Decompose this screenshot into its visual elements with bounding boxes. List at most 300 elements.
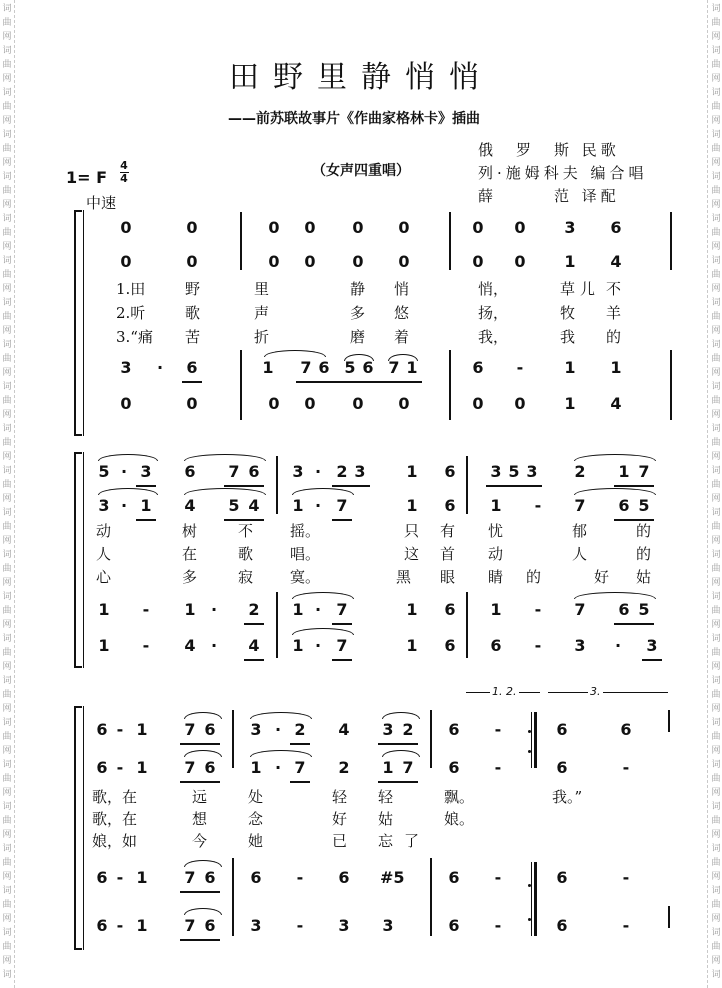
note: 6 xyxy=(556,758,568,777)
note: 0 xyxy=(514,252,526,271)
tempo-marking: 中速 xyxy=(86,194,117,212)
note: 1 xyxy=(136,868,148,887)
underline xyxy=(332,485,370,487)
lyric: 的 xyxy=(636,545,652,563)
note: 1 xyxy=(490,496,502,515)
watermark-glyph: 网 xyxy=(711,452,721,462)
note: 0 xyxy=(268,394,280,413)
watermark-glyph: 曲 xyxy=(711,648,721,658)
time-signature xyxy=(118,160,130,185)
note: 3 xyxy=(574,636,586,655)
slur xyxy=(574,592,656,599)
note: 7 xyxy=(184,868,196,887)
watermark-glyph: 网 xyxy=(711,956,721,966)
underline xyxy=(180,891,220,893)
watermark-glyph: 词 xyxy=(2,634,12,644)
underline xyxy=(180,781,220,783)
note: 0 xyxy=(120,394,132,413)
note: 5 xyxy=(638,496,650,515)
slur xyxy=(264,350,326,357)
lyric: 歌 xyxy=(185,304,201,322)
note: 0 xyxy=(186,394,198,413)
note: 6 xyxy=(96,916,108,935)
note: 6 xyxy=(448,916,460,935)
note: 1 xyxy=(98,636,110,655)
watermark-glyph: 网 xyxy=(711,620,721,630)
note: 0 xyxy=(304,218,316,237)
slur xyxy=(184,712,222,719)
watermark-glyph: 网 xyxy=(711,32,721,42)
watermark-glyph: 词 xyxy=(711,88,721,98)
note: 1 xyxy=(184,600,196,619)
watermark-glyph: 曲 xyxy=(711,18,721,28)
note: 6 xyxy=(556,720,568,739)
barline xyxy=(232,858,234,936)
note: 3 xyxy=(292,462,304,481)
watermark-glyph: 词 xyxy=(711,592,721,602)
dot: · xyxy=(120,496,128,515)
watermark-glyph: 曲 xyxy=(2,144,12,154)
slur xyxy=(98,488,158,495)
slur xyxy=(98,454,158,461)
watermark-glyph: 曲 xyxy=(2,186,12,196)
underline xyxy=(614,485,654,487)
slur xyxy=(388,354,418,361)
lyric: 人 xyxy=(96,545,112,563)
lyric: 寂 xyxy=(238,568,254,586)
watermark-glyph: 网 xyxy=(711,368,721,378)
lyric: 黑 xyxy=(396,568,412,586)
lyric: 好 xyxy=(594,568,610,586)
note: 6 xyxy=(444,462,456,481)
note: 0 xyxy=(186,218,198,237)
watermark-glyph: 网 xyxy=(711,746,721,756)
watermark-glyph: 网 xyxy=(711,326,721,336)
barline xyxy=(466,456,468,514)
watermark-glyph: 曲 xyxy=(711,144,721,154)
watermark-glyph: 词 xyxy=(711,46,721,56)
watermark-glyph: 曲 xyxy=(2,228,12,238)
lyric: 牧 xyxy=(560,304,576,322)
time-signature-top: 4 xyxy=(120,159,128,172)
note: 0 xyxy=(186,252,198,271)
watermark-glyph: 词 xyxy=(711,886,721,896)
watermark-glyph: 词 xyxy=(711,802,721,812)
dash: - xyxy=(116,758,124,777)
lyric: 姑 xyxy=(378,810,394,828)
watermark-glyph: 曲 xyxy=(711,522,721,532)
watermark-glyph: 曲 xyxy=(2,774,12,784)
note: 6 xyxy=(204,916,216,935)
lyric: 折 xyxy=(254,328,270,346)
watermark-glyph: 词 xyxy=(2,424,12,434)
watermark-glyph: 词 xyxy=(2,88,12,98)
watermark-glyph: 词 xyxy=(2,298,12,308)
lyric: 首 xyxy=(440,545,456,563)
note: 7 xyxy=(388,358,400,377)
note: 0 xyxy=(304,252,316,271)
note: 1 xyxy=(406,358,418,377)
note: 3 xyxy=(120,358,132,377)
watermark-glyph: 网 xyxy=(2,788,12,798)
lyric: 睛 xyxy=(488,568,504,586)
watermark-glyph: 词 xyxy=(2,802,12,812)
note: 4 xyxy=(610,252,622,271)
watermark-glyph: 词 xyxy=(2,382,12,392)
watermark-glyph: 词 xyxy=(711,298,721,308)
slur xyxy=(292,592,354,599)
note: 5 xyxy=(508,462,520,481)
watermark-glyph: 曲 xyxy=(711,186,721,196)
note: 1 xyxy=(140,496,152,515)
lyric: 1.田 xyxy=(116,280,146,298)
underline xyxy=(290,781,310,783)
watermark-glyph: 曲 xyxy=(2,312,12,322)
note: 5 xyxy=(344,358,356,377)
note: 3 xyxy=(354,462,366,481)
watermark-glyph: 词 xyxy=(2,886,12,896)
dot: · xyxy=(210,600,218,619)
dash: - xyxy=(494,720,502,739)
watermark-glyph: 词 xyxy=(711,508,721,518)
note: 7 xyxy=(402,758,414,777)
watermark-glyph: 网 xyxy=(2,620,12,630)
watermark-glyph: 网 xyxy=(2,830,12,840)
volta-third-ending xyxy=(548,685,668,698)
note: 3 xyxy=(646,636,658,655)
watermark-glyph: 词 xyxy=(711,634,721,644)
note: 1 xyxy=(250,758,262,777)
lyric: 草 xyxy=(560,280,576,298)
lyric: 处 xyxy=(248,788,264,806)
volta-first-ending xyxy=(466,685,540,698)
note: 7 xyxy=(184,916,196,935)
note: 6 xyxy=(318,358,330,377)
watermark-glyph: 网 xyxy=(711,578,721,588)
watermark-glyph: 词 xyxy=(2,340,12,350)
lyric: 好 xyxy=(332,810,348,828)
note: 0 xyxy=(398,218,410,237)
barline xyxy=(240,212,242,270)
lyric: 眼 xyxy=(440,568,456,586)
dot: · xyxy=(314,496,322,515)
watermark-glyph: 曲 xyxy=(711,60,721,70)
repeat-sign xyxy=(528,712,538,768)
dash: - xyxy=(296,868,304,887)
underline xyxy=(296,381,422,383)
watermark-glyph: 词 xyxy=(711,4,721,14)
watermark-glyph: 网 xyxy=(711,242,721,252)
slur xyxy=(574,488,656,495)
watermark-glyph: 网 xyxy=(2,410,12,420)
barline xyxy=(430,710,432,768)
watermark-glyph: 词 xyxy=(711,676,721,686)
watermark-glyph: 网 xyxy=(2,452,12,462)
watermark-glyph: 词 xyxy=(2,46,12,56)
slur xyxy=(250,750,312,757)
score-system-2 xyxy=(74,452,674,668)
dash: - xyxy=(534,600,542,619)
lyric: 不 xyxy=(606,280,622,298)
note: 6 xyxy=(338,868,350,887)
underline xyxy=(180,939,220,941)
lyric: 磨 xyxy=(350,328,366,346)
note: 6 xyxy=(96,720,108,739)
note: 3 xyxy=(98,496,110,515)
underline xyxy=(244,659,264,661)
lyric: 轻 xyxy=(332,788,348,806)
note: 6 xyxy=(556,916,568,935)
system-bracket xyxy=(74,210,82,436)
watermark-glyph: 曲 xyxy=(2,564,12,574)
note: 7 xyxy=(336,600,348,619)
note: 5 xyxy=(228,496,240,515)
watermark-glyph: 网 xyxy=(2,242,12,252)
watermark-glyph: 曲 xyxy=(2,522,12,532)
lyric: 轻 xyxy=(378,788,394,806)
note: 7 xyxy=(336,636,348,655)
watermark-glyph: 词 xyxy=(711,256,721,266)
lyric: 多 xyxy=(182,568,198,586)
watermark-glyph: 曲 xyxy=(2,606,12,616)
note: 0 xyxy=(472,394,484,413)
note: 6 xyxy=(472,358,484,377)
watermark-glyph: 网 xyxy=(2,578,12,588)
dot: · xyxy=(614,636,622,655)
note: 0 xyxy=(398,394,410,413)
lyric: 有 xyxy=(440,522,456,540)
dash: - xyxy=(534,496,542,515)
watermark-glyph: 曲 xyxy=(711,816,721,826)
volta-label: 1. 2. xyxy=(492,685,517,698)
lyric: 歌，在 xyxy=(92,810,138,828)
lyric: 远 xyxy=(192,788,208,806)
slur xyxy=(184,488,266,495)
dot: · xyxy=(314,600,322,619)
lyric: 声 xyxy=(254,304,270,322)
lyric: 姑 xyxy=(636,568,652,586)
lyric: 不 xyxy=(238,522,254,540)
underline xyxy=(378,781,418,783)
note: 3 xyxy=(140,462,152,481)
note: 6 xyxy=(610,218,622,237)
lyric: 儿 xyxy=(580,280,596,298)
underline xyxy=(224,485,264,487)
watermark-glyph: 网 xyxy=(711,872,721,882)
watermark-glyph: 词 xyxy=(2,214,12,224)
lyric: 她 xyxy=(248,832,264,850)
watermark-glyph: 曲 xyxy=(2,102,12,112)
lyric: 歌，在 xyxy=(92,788,138,806)
watermark-glyph: 网 xyxy=(711,410,721,420)
dot: · xyxy=(314,462,322,481)
lyric: 这 xyxy=(404,545,420,563)
barline xyxy=(668,906,670,928)
dash: - xyxy=(116,916,124,935)
watermark-glyph: 词 xyxy=(2,130,12,140)
note: 5 xyxy=(98,462,110,481)
lyric: 心 xyxy=(96,568,112,586)
note: 6 xyxy=(620,720,632,739)
slur xyxy=(250,712,312,719)
note: 7 xyxy=(574,600,586,619)
note: 4 xyxy=(184,496,196,515)
song-title: 田野里静悄悄 xyxy=(229,60,493,95)
watermark-glyph: 曲 xyxy=(711,942,721,952)
lyric: 悄， xyxy=(478,280,509,298)
note: 4 xyxy=(248,636,260,655)
barline xyxy=(670,350,672,420)
note: 6 xyxy=(448,720,460,739)
note: 2 xyxy=(248,600,260,619)
lyric: 人 xyxy=(572,545,588,563)
dot: · xyxy=(274,758,282,777)
note: 2 xyxy=(336,462,348,481)
watermark-glyph: 网 xyxy=(2,284,12,294)
watermark-glyph: 网 xyxy=(2,704,12,714)
dash: - xyxy=(622,868,630,887)
note: 7 xyxy=(184,720,196,739)
note: 1 xyxy=(136,758,148,777)
note: 3 xyxy=(250,916,262,935)
system-line xyxy=(83,210,84,436)
lyric: 只 xyxy=(404,522,420,540)
note: 0 xyxy=(398,252,410,271)
watermark-glyph: 网 xyxy=(711,74,721,84)
dash: - xyxy=(622,916,630,935)
slur xyxy=(382,750,420,757)
repeat-sign xyxy=(528,862,538,936)
note: 5 xyxy=(638,600,650,619)
note: 6 xyxy=(250,868,262,887)
note: 3 xyxy=(564,218,576,237)
note: 7 xyxy=(184,758,196,777)
watermark-glyph: 曲 xyxy=(711,606,721,616)
watermark-glyph: 词 xyxy=(2,256,12,266)
note: 1 xyxy=(618,462,630,481)
lyric: 已 xyxy=(332,832,348,850)
watermark-glyph: 网 xyxy=(2,368,12,378)
watermark-glyph: 网 xyxy=(2,662,12,672)
note: 1 xyxy=(564,394,576,413)
note: 1 xyxy=(262,358,274,377)
underline xyxy=(136,485,156,487)
watermark-glyph: 网 xyxy=(2,158,12,168)
note: 6 xyxy=(448,758,460,777)
underline xyxy=(290,743,310,745)
note: 3 xyxy=(526,462,538,481)
barline xyxy=(449,350,451,420)
underline xyxy=(332,659,352,661)
lyric: 娘。 xyxy=(444,810,475,828)
credit-arranger: 列·施姆科夫 编合唱 xyxy=(478,164,648,182)
dash: - xyxy=(534,636,542,655)
lyric: 里 xyxy=(254,280,270,298)
watermark-glyph: 词 xyxy=(711,382,721,392)
watermark-glyph: 曲 xyxy=(2,480,12,490)
lyric: 念 xyxy=(248,810,264,828)
slur xyxy=(344,354,374,361)
note: 1 xyxy=(406,462,418,481)
time-signature-bottom: 4 xyxy=(120,172,128,185)
lyric: 苦 xyxy=(185,328,201,346)
system-line xyxy=(83,452,84,668)
dot: · xyxy=(120,462,128,481)
note: 1 xyxy=(406,496,418,515)
volta-label: 3. xyxy=(590,685,601,698)
watermark-glyph: 网 xyxy=(711,704,721,714)
watermark-glyph: 词 xyxy=(2,844,12,854)
note: 4 xyxy=(184,636,196,655)
watermark-glyph: 词 xyxy=(711,130,721,140)
watermark-glyph: 网 xyxy=(2,872,12,882)
note: 6 xyxy=(204,868,216,887)
underline xyxy=(486,485,542,487)
dash: - xyxy=(142,636,150,655)
note: 1 xyxy=(406,636,418,655)
note: 0 xyxy=(352,218,364,237)
watermark-glyph: 词 xyxy=(711,550,721,560)
score-system-3 xyxy=(74,706,674,950)
note: 6 xyxy=(248,462,260,481)
lyric: 想 xyxy=(192,810,208,828)
note: 0 xyxy=(120,252,132,271)
lyric: 野 xyxy=(185,280,201,298)
credit-translator: 薛 范 译配 xyxy=(478,187,620,205)
dash: - xyxy=(494,758,502,777)
watermark-glyph: 曲 xyxy=(711,774,721,784)
watermark-glyph: 网 xyxy=(2,956,12,966)
lyric: 在 xyxy=(182,545,198,563)
watermark-glyph: 词 xyxy=(2,4,12,14)
lyric: 寞。 xyxy=(290,568,321,586)
dash: - xyxy=(494,916,502,935)
note: 3 xyxy=(382,720,394,739)
watermark-glyph: 网 xyxy=(711,116,721,126)
note: 7 xyxy=(574,496,586,515)
dot: · xyxy=(210,636,218,655)
watermark-glyph: 曲 xyxy=(2,438,12,448)
underline xyxy=(136,519,156,521)
note: 3 xyxy=(490,462,502,481)
watermark-glyph: 曲 xyxy=(711,858,721,868)
barline xyxy=(449,212,451,270)
note: 0 xyxy=(120,218,132,237)
slur xyxy=(382,712,420,719)
watermark-glyph: 词 xyxy=(2,760,12,770)
barline xyxy=(430,858,432,936)
watermark-glyph: 词 xyxy=(711,928,721,938)
lyric: 多 xyxy=(350,304,366,322)
watermark-glyph: 曲 xyxy=(711,732,721,742)
watermark-glyph: 词 xyxy=(2,928,12,938)
watermark-glyph: 词 xyxy=(2,172,12,182)
lyric: 娘，如 xyxy=(92,832,138,850)
watermark-glyph: 曲 xyxy=(2,900,12,910)
watermark-glyph: 曲 xyxy=(711,396,721,406)
watermark-glyph: 词 xyxy=(2,466,12,476)
lyric: 歌 xyxy=(238,545,254,563)
watermark-glyph: 曲 xyxy=(711,564,721,574)
slur xyxy=(184,908,222,915)
note: 6 xyxy=(362,358,374,377)
watermark-glyph: 曲 xyxy=(2,270,12,280)
watermark-glyph: 网 xyxy=(711,494,721,504)
note: 6 xyxy=(448,868,460,887)
underline xyxy=(180,743,220,745)
lyric: 的 xyxy=(606,328,622,346)
note: 6 xyxy=(96,868,108,887)
